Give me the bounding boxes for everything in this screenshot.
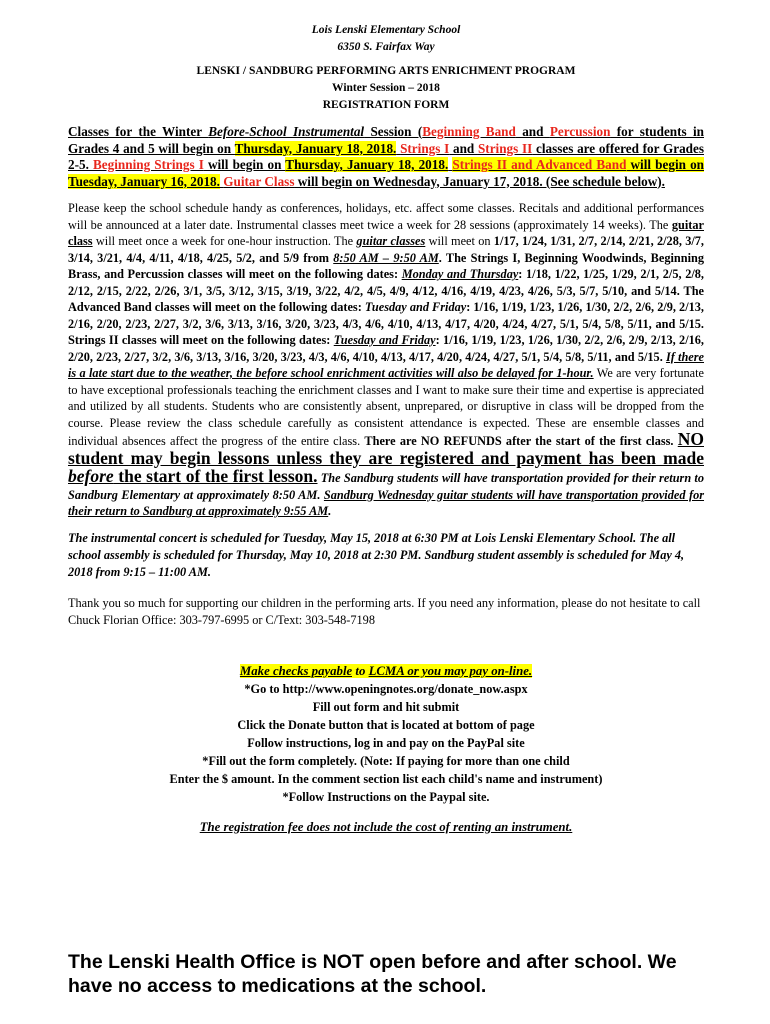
body-text: Please keep the school schedule handy as conferences, holidays, etc. affect some classes. Recitals and additional performances will be announced at a later date. Instrumental classes meet twice a week for 28 sessions (approximately 14 weeks). The xyxy=(68,201,704,232)
intro-text: Session ( xyxy=(364,124,423,139)
payment-line: Follow instructions, log in and pay on the PayPal site xyxy=(247,735,525,750)
class-strings-i: Strings I xyxy=(400,140,450,156)
payment-heading-text: LCMA or you may pay on-line. xyxy=(368,663,533,678)
strings-ii-dates: : 1/16, 1/19, 1/23, 1/26, 1/30, 2/2, 2/6, 2/9, 2/13, 2/16, 2/20, 2/23, 2/27, 3/2, 3/6, 3/13, 3/16, 3/20, 3/23, 4/3, 4/6, 4/10, 4/13, 4/17, 4/20, 4/24, 4/27, 5/1, 5/4, 5/8, 5/11, and 5/15. xyxy=(68,333,704,364)
intro-text: classes are offered for Grades 2-5. xyxy=(68,140,704,172)
body-text: . The Strings I, Beginning Woodwinds, Beginning Brass, and Percussion classes will meet on the following dates: xyxy=(68,250,704,281)
body-text: will meet once a week for one-hour instruction. The xyxy=(92,234,357,248)
school-address: 6350 S. Fairfax Way xyxy=(337,41,435,53)
transport-note: The Sandburg students will have transportation provided for their return to Sandburg Elementary at approximately 8:50 AM. xyxy=(68,471,704,502)
intro-text: will begin on xyxy=(203,157,286,172)
class-beginning-band: Beginning Band xyxy=(422,124,516,139)
school-name: Lois Lenski Elementary School xyxy=(311,24,461,36)
start-date-highlight: Thursday, January 18, 2018. xyxy=(285,157,449,172)
schedule-paragraph xyxy=(68,200,704,520)
start-date-highlight: Thursday, January 18, 2018. xyxy=(234,140,397,156)
guitar-time: 8:50 AM – 9:50 AM xyxy=(333,250,439,265)
transport-note: Sandburg Wednesday guitar students will have transportation provided for their return to Sandburg at approximately 9:55 AM xyxy=(68,487,705,518)
program-header xyxy=(68,63,704,114)
health-office-note: The Lenski Health Office is NOT open before and after school. We have no access to medications at the school. xyxy=(68,951,677,997)
class-advanced-band: Strings II and Advanced Band xyxy=(452,157,627,172)
payment-line: *Follow Instructions on the Paypal site. xyxy=(282,789,490,804)
payment-heading-text: Make checks payable xyxy=(239,663,353,678)
program-title: LENSKI / SANDBURG PERFORMING ARTS ENRICHMENT PROGRAM xyxy=(196,65,576,77)
body-text: will meet on xyxy=(425,234,494,248)
intro-text: Before-School Instrumental xyxy=(208,124,365,139)
payment-heading xyxy=(68,662,704,680)
payment-line: *Fill out the form completely. (Note: If paying for more than one child xyxy=(202,753,570,768)
class-strings-ii: Strings II xyxy=(477,140,533,156)
payment-heading-text: to xyxy=(352,663,369,678)
intro-text: Classes for the Winter xyxy=(68,124,209,139)
school-header xyxy=(68,22,704,56)
fee-note: The registration fee does not include the cost of renting an instrument. xyxy=(199,819,573,834)
intro-text: for students in Grades 4 and 5 will begin on xyxy=(68,124,705,156)
payment-line: Click the Donate button that is located at bottom of page xyxy=(237,717,535,732)
class-beginning-strings: Beginning Strings I xyxy=(93,157,204,172)
advanced-band-dates: : 1/16, 1/19, 1/23, 1/26, 1/30, 2/2, 2/6, 2/9, 2/13, 2/16, 2/20, 2/23, 2/27, 3/2, 3/6, 3/13, 3/16, 3/20, 3/23, 4/3, 4/6, 4/10, 4/13, 4/17, 4/20, 4/24, 4/27, 5/1, 5/4, 5/8, 5/11, and 5/15. Strings II classes will meet on the following dates: xyxy=(68,300,704,347)
guitar-dates: 1/17, 1/24, 1/31, 2/7, 2/14, 2/21, 2/28, 3/7, 3/14, 3/21, 4/4, 4/11, 4/18, 4/25, 5/2, and 5/9 from xyxy=(68,234,704,265)
intro-paragraph xyxy=(68,124,704,190)
body-text: Monday and Thursday xyxy=(401,267,519,281)
payment-line: *Go to http://www.openingnotes.org/donate_now.aspx xyxy=(244,681,528,696)
thanks-note: Thank you so much for supporting our children in the performing arts. If you need any information, please do not hesitate to call Chuck Florian Office: 303-797-6995 or C/Text: 303-548-7198 xyxy=(68,595,701,627)
weather-note: If there is a late start due to the weather, the before school enrichment activities will also be delayed for 1-hour. xyxy=(68,349,704,380)
body-text: guitar classes xyxy=(356,234,426,248)
intro-text: will begin on Wednesday, January 17, 2018. (See schedule below). xyxy=(294,173,665,189)
refund-note: There are NO REFUNDS after the start of the first class. xyxy=(364,434,678,448)
class-percussion: Percussion xyxy=(549,124,611,139)
payment-line: Enter the $ amount. In the comment section list each child's name and instrument) xyxy=(169,771,603,786)
registration-form xyxy=(68,22,704,835)
start-date-highlight: will begin on Tuesday, January 16, 2018. xyxy=(68,157,704,189)
form-title: REGISTRATION FORM xyxy=(322,99,450,111)
body-text: Tuesday and Friday xyxy=(364,300,467,314)
payment-line: Fill out form and hit submit xyxy=(312,699,460,714)
body-text: . xyxy=(328,504,332,518)
registration-warning: the start of the first lesson. xyxy=(113,466,318,486)
intro-text: and xyxy=(449,140,478,156)
strings-i-dates: : 1/18, 1/22, 1/25, 1/29, 2/1, 2/5, 2/8, 2/12, 2/15, 2/22, 2/26, 3/1, 3/5, 3/12, 3/15, 3/19, 3/22, 4/2, 4/5, 4/9, 4/12, 4/16, 4/19, 4/23, 4/26, 5/3, 5/7, 5/10, and 5/14. The Advanced Band classes will meet on the following dates: xyxy=(68,267,704,314)
body-text: Tuesday and Friday xyxy=(333,333,436,347)
registration-warning: before xyxy=(68,466,114,486)
session-title: Winter Session – 2018 xyxy=(332,82,440,94)
body-text: We are very fortunate to have exceptional professionals teaching the enrichment classes and I want to make sure their time and expertise is appreciated and utilized by all students. Students who are consistently absent, unprepared, or disruptive in class will be dropped from the course. Please review the class schedule carefully as consistent attendance is expected. These are ensemble classes and individual absences affect the progress of the entire class. xyxy=(68,366,704,448)
intro-text: and xyxy=(515,124,550,139)
class-guitar: Guitar Class xyxy=(223,173,295,189)
registration-warning: NO student may begin lessons unless they are registered and payment has been made xyxy=(68,429,704,468)
payment-instructions xyxy=(68,662,704,806)
body-text: guitar class xyxy=(68,217,704,248)
concert-note: The instrumental concert is scheduled for Tuesday, May 15, 2018 at 6:30 PM at Lois Lenski Elementary School. The all school assembly is scheduled for Thursday, May 10, 2018 at 2:30 PM. Sandburg student assembly is scheduled for May 4, 2018 from 9:15 – 11:00 AM. xyxy=(68,530,685,579)
